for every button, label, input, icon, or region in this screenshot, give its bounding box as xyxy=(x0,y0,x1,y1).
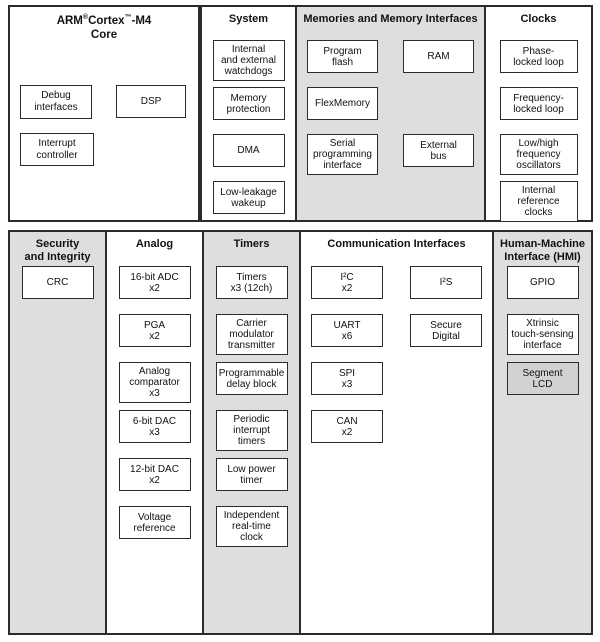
serial-programming-interface-block xyxy=(307,134,378,175)
section-blocks xyxy=(297,40,484,181)
bottom-sections-group xyxy=(8,230,593,635)
block-slot xyxy=(213,87,285,134)
block-label-line: 6-bit DAC xyxy=(132,415,177,427)
block-slot xyxy=(500,40,578,87)
block-slot xyxy=(213,40,285,87)
section-comm xyxy=(299,232,492,633)
block-label-line: I²S xyxy=(439,277,453,288)
block-slot xyxy=(507,266,579,314)
section-blocks xyxy=(486,40,591,228)
block-column xyxy=(119,266,191,554)
block-label-line: comparator xyxy=(129,377,180,388)
block-label-line: PGA xyxy=(143,319,166,331)
frequency-locked-loop-block xyxy=(500,87,578,120)
16-bit-adc-x2-block xyxy=(119,266,191,299)
block-slot xyxy=(500,134,578,181)
block-label-line: 16-bit ADC xyxy=(130,271,179,283)
section-blocks xyxy=(494,266,591,410)
voltage-reference-block xyxy=(119,506,191,539)
core-title-line2: Core xyxy=(90,28,118,41)
block-column xyxy=(307,40,378,181)
core-title-arm: ARM xyxy=(56,14,83,27)
block-label-line: frequency xyxy=(516,149,561,160)
section-title-line: Analog xyxy=(135,238,174,250)
block-label-line: programming xyxy=(313,149,372,160)
section-title-line: System xyxy=(228,13,269,25)
periodic-interrupt-timers-block xyxy=(216,410,288,451)
block-slot xyxy=(119,410,191,458)
block-slot xyxy=(216,410,288,458)
block-slot xyxy=(403,40,474,87)
section-memories xyxy=(295,7,484,220)
trademark-symbol: ™ xyxy=(124,14,132,21)
memory-protection-block xyxy=(213,87,285,120)
block-label-line: watchdogs xyxy=(224,66,273,77)
block-slot xyxy=(307,87,378,134)
block-slot xyxy=(311,362,383,410)
12-bit-dac-x2-block xyxy=(119,458,191,491)
block-slot xyxy=(119,362,191,410)
block-label-line: touch-sensing xyxy=(511,329,574,340)
block-column xyxy=(213,40,285,228)
block-label-line: Internal xyxy=(521,185,556,196)
block-slot xyxy=(307,134,378,181)
block-label-line: x2 xyxy=(149,474,160,486)
section-title-clocks xyxy=(486,7,591,26)
section-title-line: Communication Interfaces xyxy=(327,238,466,250)
block-label-line: x3 (12ch) xyxy=(230,282,273,294)
internal-and-external-watchdogs-block xyxy=(213,40,285,81)
block-label-line: Memory xyxy=(230,92,267,104)
block-label-line: flash xyxy=(331,56,354,68)
block-slot xyxy=(216,506,288,554)
block-label-line: timer xyxy=(240,474,263,486)
block-label-line: modulator xyxy=(229,329,274,340)
section-blocks xyxy=(202,40,295,228)
low-power-timer-block xyxy=(216,458,288,491)
block-label-line: DSP xyxy=(140,95,162,107)
block-slot xyxy=(213,134,285,181)
interrupt-controller-block xyxy=(20,133,94,166)
block-label-line: Low power xyxy=(227,463,276,475)
section-hmi xyxy=(492,232,591,633)
block-label-line: real-time xyxy=(232,521,271,532)
block-label-line: reference xyxy=(133,522,176,534)
block-label-line: I²C xyxy=(340,271,354,283)
low-high-frequency-oscillators-block xyxy=(500,134,578,175)
block-slot xyxy=(410,314,482,362)
core-title-cortex: Cortex xyxy=(88,14,125,27)
block-slot xyxy=(507,362,579,410)
block-label-line: transmitter xyxy=(227,340,276,351)
block-column xyxy=(216,266,288,554)
debug-interfaces-block xyxy=(20,85,92,119)
block-slot xyxy=(500,87,578,134)
6-bit-dac-x3-block xyxy=(119,410,191,443)
section-title-timers xyxy=(204,232,299,251)
block-label-line: FlexMemory xyxy=(314,98,370,109)
block-label-line: Programmable xyxy=(218,367,285,379)
block-label-line: SPI xyxy=(338,367,356,379)
core-title-line1 xyxy=(10,14,198,29)
phase-locked-loop-block xyxy=(500,40,578,73)
block-slot xyxy=(311,314,383,362)
section-title-memories xyxy=(297,7,484,26)
section-title-line: Security xyxy=(35,238,80,250)
block-slot xyxy=(213,181,285,228)
block-slot xyxy=(307,40,378,87)
section-title-line: Human-Machine xyxy=(500,238,585,250)
block-column xyxy=(507,266,579,410)
block-label-line: reference xyxy=(517,196,560,207)
ram-block xyxy=(403,40,474,73)
block-label-line: Timers xyxy=(236,271,267,283)
block-slot xyxy=(22,266,94,314)
block-label-line: Segment xyxy=(522,367,563,379)
block-column xyxy=(410,266,482,458)
block-label-line: GPIO xyxy=(529,277,555,288)
block-label-line: interface xyxy=(323,160,362,171)
external-bus-block xyxy=(403,134,474,167)
analog-comparator-x3-block xyxy=(119,362,191,403)
block-label-line: LCD xyxy=(532,378,553,390)
block-label-line: Low-leakage xyxy=(220,186,277,198)
section-title-line: Clocks xyxy=(520,13,557,25)
block-slot xyxy=(119,314,191,362)
section-title-security xyxy=(10,232,105,264)
section-blocks xyxy=(107,266,202,554)
spi-x3-block xyxy=(311,362,383,395)
block-column xyxy=(500,40,578,228)
block-slot xyxy=(216,458,288,506)
block-slot xyxy=(403,134,474,181)
block-label-line: bus xyxy=(430,150,447,162)
gpio-block xyxy=(507,266,579,299)
block-label-line: x3 xyxy=(149,426,160,438)
core-panel-title xyxy=(10,7,198,42)
dsp-block xyxy=(116,85,186,118)
block-label-line: UART xyxy=(333,319,361,331)
block-label-line: Analog xyxy=(138,366,171,377)
i-c-x2-block xyxy=(311,266,383,299)
block-slot xyxy=(119,266,191,314)
internal-reference-clocks-block xyxy=(500,181,578,222)
core-title-suffix: -M4 xyxy=(131,14,152,27)
low-leakage-wakeup-block xyxy=(213,181,285,214)
block-label-line: interfaces xyxy=(34,102,78,113)
block-column xyxy=(311,266,383,458)
block-label-line: x2 xyxy=(341,282,353,294)
block-label-line: Internal xyxy=(231,44,266,55)
block-label-line: interrupt xyxy=(233,425,270,436)
block-slot xyxy=(500,181,578,228)
block-label-line: Low/high xyxy=(518,138,559,149)
can-x2-block xyxy=(311,410,383,443)
block-label-line: Phase- xyxy=(522,45,555,57)
empty-slot xyxy=(403,87,474,134)
block-label-line: CRC xyxy=(46,277,69,288)
block-column xyxy=(22,266,94,314)
i-s-block xyxy=(410,266,482,299)
section-title-line: and Integrity xyxy=(24,250,91,263)
block-slot xyxy=(311,266,383,314)
uart-x6-block xyxy=(311,314,383,347)
section-security xyxy=(10,232,105,633)
block-label-line: DMA xyxy=(237,145,260,156)
block-slot xyxy=(311,410,383,458)
block-label-line: Independent xyxy=(223,510,280,521)
block-label-line: x3 xyxy=(149,388,160,399)
block-label-line: wakeup xyxy=(231,197,266,209)
block-label-line: x2 xyxy=(341,426,353,438)
block-label-line: CAN xyxy=(336,415,358,427)
section-title-analog xyxy=(107,232,202,251)
section-system xyxy=(202,7,295,220)
program-flash-block xyxy=(307,40,378,73)
block-label-line: timers xyxy=(237,436,266,447)
block-slot xyxy=(216,362,288,410)
top-sections-group xyxy=(200,5,593,222)
section-title-hmi xyxy=(494,232,591,264)
block-label-line: Debug xyxy=(41,90,71,101)
section-blocks xyxy=(204,266,299,554)
block-label-line: and external xyxy=(220,55,277,66)
dma-block xyxy=(213,134,285,167)
flexmemory-block xyxy=(307,87,378,120)
block-label-line: 12-bit DAC xyxy=(130,463,179,475)
block-label-line: Voltage xyxy=(137,511,172,523)
independent-real-time-clock-block xyxy=(216,506,288,547)
block-label-line: RAM xyxy=(427,51,450,62)
section-title-line: Timers xyxy=(233,238,270,250)
section-timers xyxy=(202,232,299,633)
block-label-line: x2 xyxy=(149,330,160,342)
block-label-line: Serial xyxy=(329,138,356,149)
arm-cortex-m4-core-panel xyxy=(8,5,200,222)
block-label-line: clocks xyxy=(524,207,553,218)
programmable-delay-block-block xyxy=(216,362,288,395)
block-label-line: oscillators xyxy=(516,160,561,171)
block-label-line: Frequency- xyxy=(513,92,564,104)
block-label-line: locked loop xyxy=(513,103,564,115)
section-blocks xyxy=(301,266,492,458)
block-label-line: Carrier xyxy=(236,318,267,329)
block-label-line: x3 xyxy=(341,378,353,390)
xtrinsic-touch-sensing-interface-block xyxy=(507,314,579,355)
block-label-line: clock xyxy=(240,532,263,543)
block-label-line: x6 xyxy=(341,330,353,342)
block-label-line: Xtrinsic xyxy=(526,318,559,329)
block-label-line: External xyxy=(420,139,457,151)
block-column xyxy=(403,40,474,181)
section-title-line: Memories and Memory Interfaces xyxy=(303,13,478,25)
block-label-line: Periodic xyxy=(233,414,270,425)
block-label-line: Program xyxy=(323,45,362,57)
section-title-line: Interface (HMI) xyxy=(504,250,581,263)
block-label-line: interface xyxy=(523,340,562,351)
block-slot xyxy=(216,314,288,362)
secure-digital-block xyxy=(410,314,482,347)
block-slot xyxy=(216,266,288,314)
timers-x3-12ch-block xyxy=(216,266,288,299)
carrier-modulator-transmitter-block xyxy=(216,314,288,355)
block-label-line: protection xyxy=(226,103,271,115)
segment-lcd-block xyxy=(507,362,579,395)
block-label-line: locked loop xyxy=(513,56,564,68)
section-analog xyxy=(105,232,202,633)
block-slot xyxy=(119,506,191,554)
block-label-line: Digital xyxy=(432,330,460,342)
block-slot xyxy=(507,314,579,362)
block-slot xyxy=(119,458,191,506)
section-title-system xyxy=(202,7,295,26)
pga-x2-block xyxy=(119,314,191,347)
block-label-line: Secure xyxy=(430,319,462,331)
block-label-line: controller xyxy=(36,149,78,161)
section-title-comm xyxy=(301,232,492,251)
registered-trademark-symbol: ® xyxy=(82,14,89,21)
block-label-line: delay block xyxy=(226,378,277,390)
block-slot xyxy=(410,266,482,314)
crc-block xyxy=(22,266,94,299)
block-label-line: x2 xyxy=(149,282,160,294)
block-label-line: Interrupt xyxy=(38,137,76,149)
section-clocks xyxy=(484,7,591,220)
section-blocks xyxy=(10,266,105,314)
